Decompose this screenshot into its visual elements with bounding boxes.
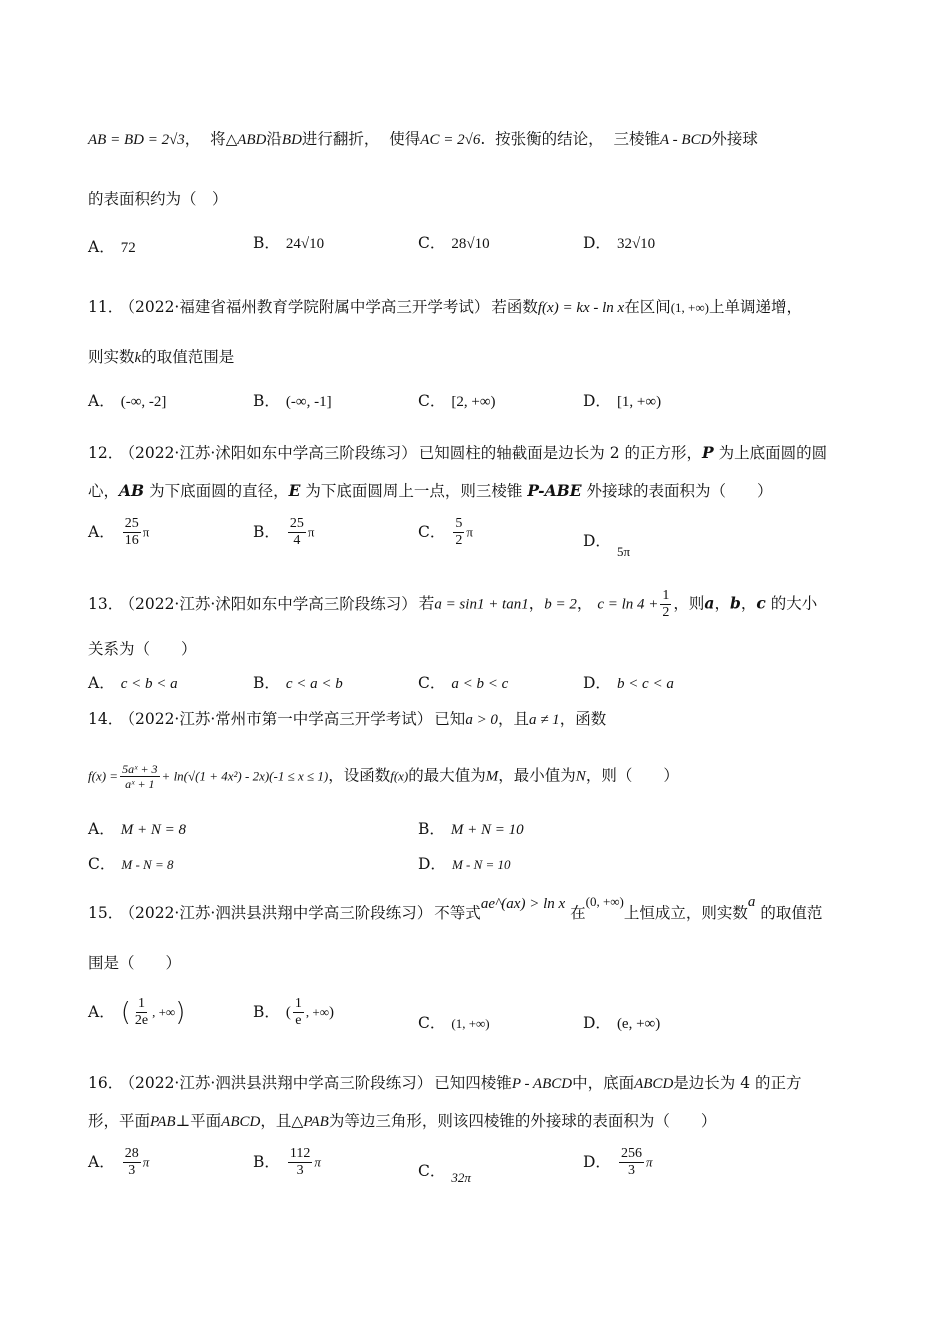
q14-option-c[interactable]: C． M - N = 8: [88, 855, 174, 873]
q10-option-c[interactable]: C． 28√10: [418, 234, 490, 252]
q15-line-1: 15． （2022·江苏·泗洪县洪翔中学高三阶段练习） 不等式ae^(ax) > ln x 在$^{(0, +\infty)}$上恒成立，则实数a 的取值范: [88, 894, 823, 922]
q16-line-1: 16． （2022·江苏·泗洪县洪翔中学高三阶段练习） 已知四棱锥P - ABCD中，底面ABCD是边长为 4 的正方: [88, 1074, 802, 1092]
q13-option-c[interactable]: C． a < b < c: [418, 674, 509, 692]
q11-option-d[interactable]: D． [1, +∞): [583, 392, 662, 410]
q11-option-c[interactable]: C． [2, +∞): [418, 392, 496, 410]
q11-line-1: 11． （2022·福建省福州教育学院附属中学高三开学考试） 若函数f(x) = kx - ln x在区间(1, +∞)上单调递增，: [88, 298, 802, 316]
q10-option-a[interactable]: A． 72: [88, 238, 136, 256]
q10-line-1: AB = BD = 2√3， 将△ABD沿BD进行翻折， 使得AC = 2√6. 按张衡的结论， 三棱锥A - BCD外接球: [88, 130, 758, 148]
q12-option-a[interactable]: A． $\frac{25}{16}$ π: [88, 516, 150, 548]
q10-option-b[interactable]: B． 24√10: [253, 234, 325, 252]
q15-option-b[interactable]: B． ( $\frac{1}{e}$ , +∞): [253, 996, 334, 1028]
q13-line-1: 13． （2022·江苏·沭阳如东中学高三阶段练习） 若a = sin1 + tan1，b = 2， c = ln 4 + $\frac{1}{2}$ ，则a，b，c 的大小: [88, 588, 818, 620]
q12-option-c[interactable]: C． $\frac{5}{2}$ π: [418, 516, 473, 548]
q14-line-2: f(x) = $\frac{\text{5aˣ + 3}}{\text{aˣ + 1}}$ + ln(√(1 + 4x²) - 2x)(-1 ≤ x ≤ 1)，设函数f(x)的最大值为M，最小值为N，则（ ）: [88, 762, 679, 791]
q12-line-2: 心，AB 为下底面圆的直径，E 为下底面圆周上一点，则三棱锥 P-ABE 外接球的表面积为（ ）: [88, 481, 773, 500]
q11-line-2: 则实数k的取值范围是: [88, 348, 235, 366]
q15-line-2: 围是（ ）: [88, 954, 182, 972]
q15-option-c[interactable]: C． (1, +∞): [418, 1014, 490, 1032]
q13-option-b[interactable]: B． c < a < b: [253, 674, 343, 692]
q13-option-a[interactable]: A． c < b < a: [88, 674, 178, 692]
q12-line-1: 12． （2022·江苏·沭阳如东中学高三阶段练习） 已知圆柱的轴截面是边长为 2 的正方形，P 为上底面圆的圆: [88, 443, 828, 462]
q10-option-d[interactable]: D． 32√10: [583, 234, 656, 252]
q11-option-b[interactable]: B． (-∞, -1]: [253, 392, 332, 410]
q13-option-d[interactable]: D． b < c < a: [583, 674, 674, 692]
q12-option-d[interactable]: D．$_{5\pi}$: [583, 532, 631, 559]
q14-option-d[interactable]: D． M - N = 10: [418, 855, 511, 873]
q16-option-d[interactable]: D． $\frac{256}{3}$ π: [583, 1146, 653, 1178]
q14-option-a[interactable]: A． M + N = 8: [88, 820, 186, 838]
q12-option-b[interactable]: B． $\frac{25}{4}$ π: [253, 516, 315, 548]
q16-option-a[interactable]: A． $\frac{28}{3}$ π: [88, 1146, 150, 1178]
q15-option-d[interactable]: D． (e, +∞): [583, 1014, 661, 1032]
q10-ab-bd: AB = BD = 2√3: [88, 132, 185, 148]
q11-option-a[interactable]: A． (-∞, -2]: [88, 392, 167, 410]
q15-option-a[interactable]: A． ( $\frac{1}{2e}$ , +∞): [88, 996, 186, 1028]
q10-line-2: 的表面积约为（ ）: [88, 190, 228, 208]
q16-line-2: 形，平面PAB⊥平面ABCD，且△PAB为等边三角形，则该四棱锥的外接球的表面积为（ ）: [88, 1112, 717, 1130]
q14-line-1: 14． （2022·江苏·常州市第一中学高三开学考试） 已知a > 0，且a ≠ 1，函数: [88, 710, 607, 728]
q11-function: f(x) = kx - ln x: [537, 300, 625, 316]
q16-option-c[interactable]: C． $_{32\pi}$: [418, 1162, 471, 1185]
q16-option-b[interactable]: B． $\frac{112}{3}$ π: [253, 1146, 321, 1178]
q14-option-b[interactable]: B． M + N = 10: [418, 820, 524, 838]
q13-line-2: 关系为（ ）: [88, 640, 197, 658]
